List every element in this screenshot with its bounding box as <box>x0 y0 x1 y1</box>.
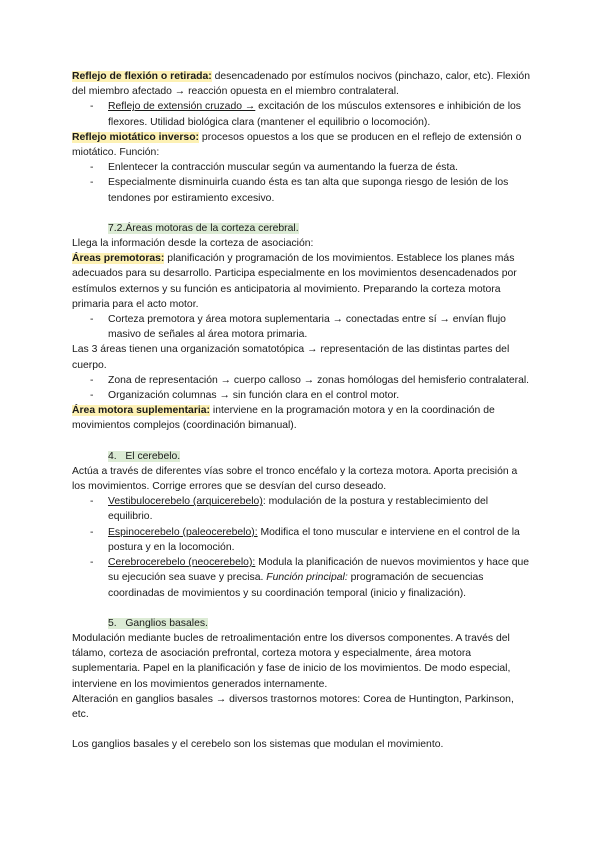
paragraph-text: desencadenado por estímulos nocivos (pinchazo, calor, etc). Flexión del miembro afectado → reacción opuesta en el miembro contralateral. <box>72 71 530 98</box>
paragraph: Alteración en ganglios basales → diversos trastornos motores: Corea de Huntington, Parkinson, etc. <box>72 693 514 720</box>
list-item-text: : modulación de la postura y restablecimiento del equilibrio. <box>108 496 489 523</box>
list-item <box>108 525 532 555</box>
bullet-list <box>72 373 532 403</box>
paragraph: Llega la información desde la corteza de asociación: <box>72 238 314 250</box>
paragraph-inverse-myotatic <box>72 130 532 160</box>
bullet-list <box>72 494 532 600</box>
spacer <box>72 434 532 449</box>
paragraph: Actúa a través de diferentes vías sobre el tronco encéfalo y la corteza motora. Aporta precisión a los movimientos. Corrige errores que se desvían del curso deseado. <box>72 465 518 493</box>
list-item-text: Modifica el tono muscular e interviene en el control de la postura y en la locomoción. <box>108 526 520 553</box>
list-item: - Corteza premotora y área motora suplementaria → conectadas entre sí → envían flujo masivo de señales al área motora primaria. <box>108 312 532 342</box>
list-item <box>108 99 532 129</box>
term-crossed-extension: Reflejo de extensión cruzado → <box>108 101 256 113</box>
paragraph-conclusion: Los ganglios basales y el cerebelo son los sistemas que modulan el movimiento. <box>72 739 444 751</box>
term-vestibulocerebellum: Vestibulocerebelo (arquicerebelo) <box>108 496 263 508</box>
list-item: - Enlentecer la contracción muscular según va aumentando la fuerza de ésta. <box>108 160 532 175</box>
paragraph-flexion-reflex <box>72 69 532 99</box>
list-item-text: excitación de los músculos extensores e inhibición de los flexores. Utilidad biológica clara (mantener el equilibrio o locomoción). <box>108 101 521 128</box>
bullet-list <box>72 160 532 206</box>
paragraph: Las 3 áreas tienen una organización somatotópica → representación de las distintas partes del cuerpo. <box>72 344 510 371</box>
list-item-text: programación de secuencias coordinadas de movimientos y su coordinación temporal (inicio y finalización). <box>108 572 484 599</box>
paragraph-text: interviene en la programación motora y en la coordinación de movimientos complejos (coordinación bimanual). <box>72 405 495 432</box>
list-item-text: Modula la planificación de nuevos movimientos y hace que su ejecución sea suave y precisa. <box>108 557 530 584</box>
paragraph-supplementary-motor-area <box>72 403 532 433</box>
spacer <box>72 601 532 616</box>
bullet-list <box>72 99 532 129</box>
list-item: - Organización columnas → sin función clara en el control motor. <box>108 388 532 403</box>
term-flexion-reflex: Reflejo de flexión o retirada: <box>72 71 212 82</box>
section-heading-cerebellum <box>108 449 532 464</box>
term-cerebrocerebellum: Cerebrocerebelo (neocerebelo): <box>108 557 256 569</box>
term-inverse-myotatic: Reflejo miotático inverso: <box>72 131 200 143</box>
bullet-list <box>72 312 532 342</box>
spacer <box>72 206 532 221</box>
list-item: - Especialmente disminuirla cuando ésta es tan alta que suponga riesgo de lesión de los tendones por estiramiento excesivo. <box>108 175 532 205</box>
section-heading-basal-ganglia <box>108 616 532 631</box>
paragraph-premotor-areas <box>72 251 532 312</box>
term-spinocerebellum: Espinocerebelo (paleocerebelo): <box>108 526 258 538</box>
list-item: - Zona de representación → cuerpo calloso → zonas homólogas del hemisferio contralateral. <box>108 373 532 388</box>
list-item <box>108 494 532 524</box>
term-main-function: Función principal: <box>266 572 348 584</box>
list-item <box>108 555 532 601</box>
section-heading-motor-areas <box>108 221 532 236</box>
paragraph-text: procesos opuestos a los que se producen en el reflejo de extensión o miotático. Función: <box>72 131 522 159</box>
spacer <box>72 722 532 737</box>
paragraph-text: planificación y programación de los movimientos. Establece los planes más adecuados para su desarrollo. Participa especialmente en los movimientos desencadenados por estímulos externos y su función es anticipatoria al movimiento. Preparando la corteza motora primaria para el acto motor. <box>72 253 517 310</box>
term-supplementary-motor-area: Área motora suplementaria: <box>72 405 211 417</box>
heading-text: 7.2.Áreas motoras de la corteza cerebral. <box>108 222 299 234</box>
term-premotor-areas: Áreas premotoras: <box>72 253 165 265</box>
paragraph: Modulación mediante bucles de retroalimentación entre los diversos componentes. A través del tálamo, corteza de asociación prefrontal, corteza motora y especialmente, área motora suplementaria. Papel en la planificación y fase de inicio de los movimientos. De modo especial, interviene en los movimientos generados internamente. <box>72 632 511 690</box>
heading-text: 4. El cerebelo. <box>108 450 181 462</box>
document-page <box>72 69 532 752</box>
heading-text: 5. Ganglios basales. <box>108 617 208 629</box>
